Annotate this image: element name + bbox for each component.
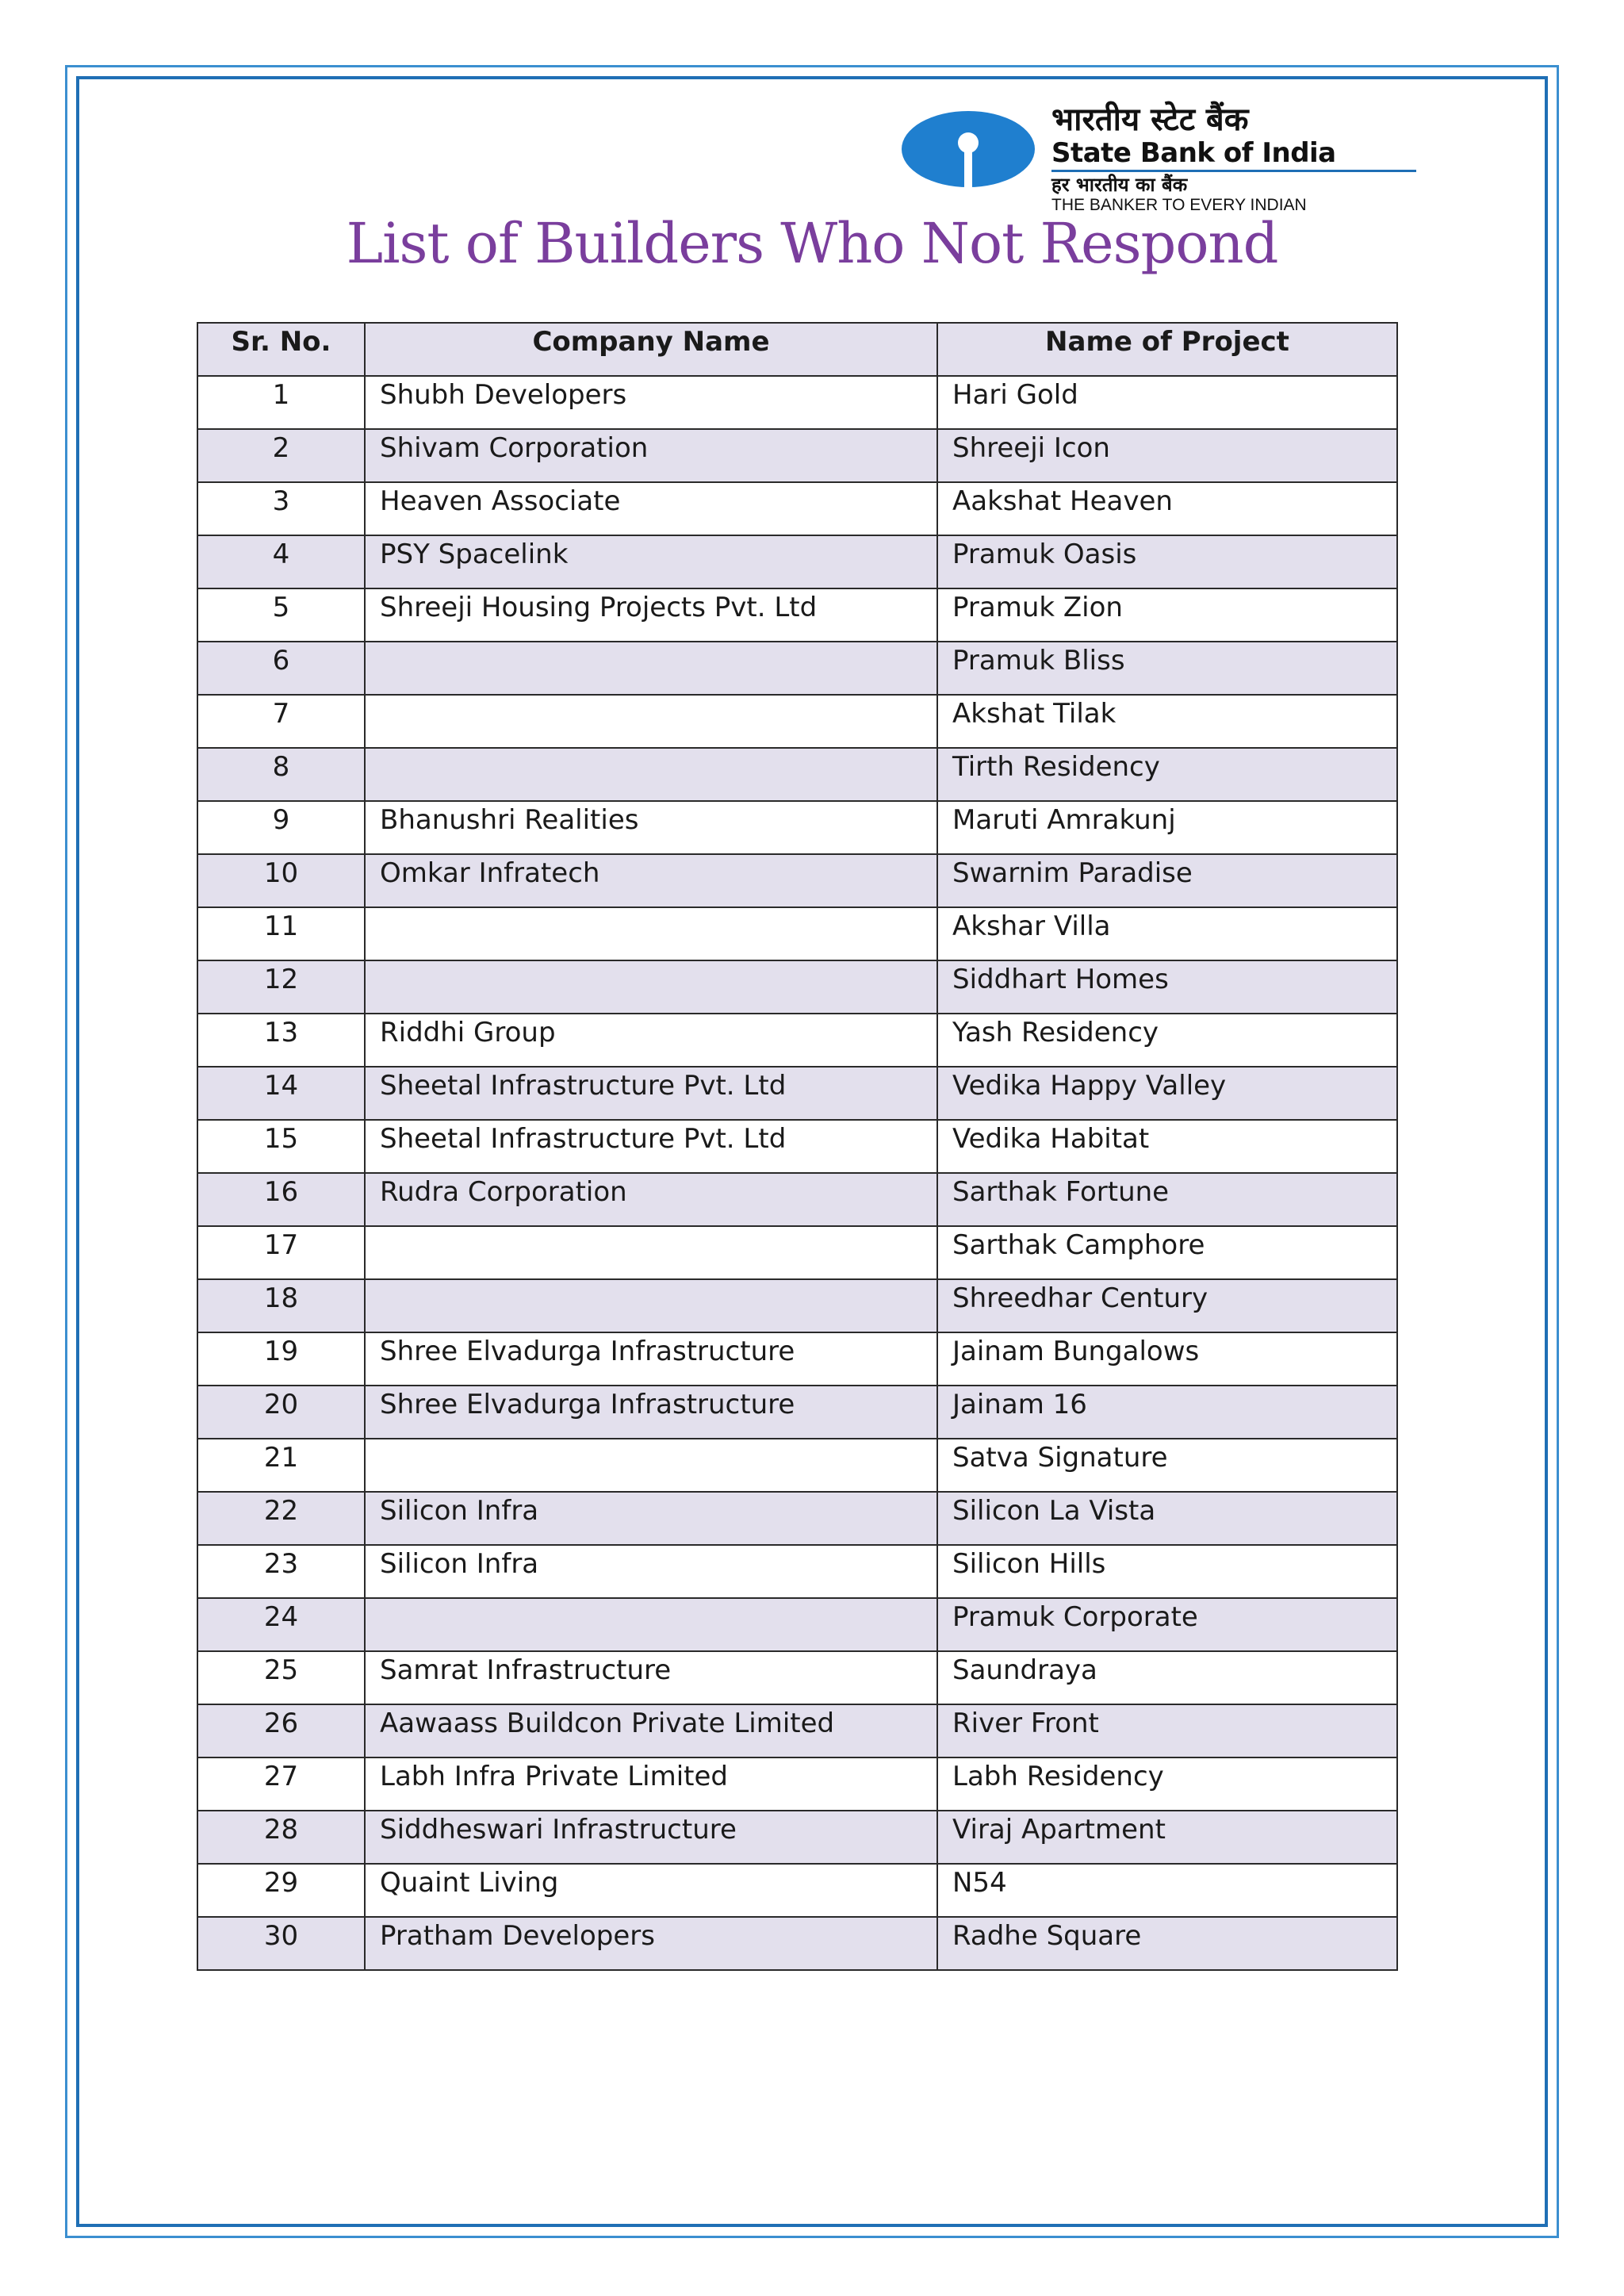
cell-company-name: Silicon Infra: [365, 1545, 937, 1598]
cell-company-name: Heaven Associate: [365, 482, 937, 535]
table-row: [197, 1332, 1397, 1386]
sbi-logo: [901, 102, 1424, 214]
cell-company-name: Shreeji Housing Projects Pvt. Ltd: [365, 588, 937, 642]
table-row: [197, 1545, 1397, 1598]
cell-company-name: Shivam Corporation: [365, 429, 937, 482]
cell-project-name: Labh Residency: [937, 1757, 1397, 1811]
cell-sr-no: 22: [197, 1492, 365, 1545]
cell-company-name: PSY Spacelink: [365, 535, 937, 588]
cell-company-name: Shubh Developers: [365, 376, 937, 429]
cell-sr-no: 17: [197, 1226, 365, 1279]
cell-project-name: Saundraya: [937, 1651, 1397, 1704]
logo-tagline: THE BANKER TO EVERY INDIAN: [1051, 196, 1307, 214]
table-row: [197, 1492, 1397, 1545]
cell-project-name: Silicon La Vista: [937, 1492, 1397, 1545]
cell-project-name: Yash Residency: [937, 1014, 1397, 1067]
page-title: List of Builders Who Not Respond: [346, 211, 1278, 276]
table-header-row: [197, 323, 1397, 376]
cell-project-name: Vedika Happy Valley: [937, 1067, 1397, 1120]
cell-sr-no: 8: [197, 748, 365, 801]
cell-project-name: Shreeji Icon: [937, 429, 1397, 482]
logo-text-block: [1051, 102, 1424, 215]
cell-sr-no: 1: [197, 376, 365, 429]
cell-sr-no: 13: [197, 1014, 365, 1067]
table-row: [197, 960, 1397, 1014]
cell-project-name: Radhe Square: [937, 1917, 1397, 1970]
logo-divider: [1051, 170, 1416, 172]
cell-sr-no: 27: [197, 1757, 365, 1811]
header-project-name: Name of Project: [937, 323, 1397, 376]
cell-company-name: Siddheswari Infrastructure: [365, 1811, 937, 1864]
cell-sr-no: 19: [197, 1332, 365, 1386]
cell-sr-no: 20: [197, 1386, 365, 1439]
cell-project-name: Sarthak Camphore: [937, 1226, 1397, 1279]
cell-company-name: [365, 695, 937, 748]
logo-english-name: State Bank of India: [1051, 137, 1336, 169]
table-row: [197, 1598, 1397, 1651]
cell-company-name: Pratham Developers: [365, 1917, 937, 1970]
table-body: [197, 376, 1397, 1970]
table-row: [197, 1173, 1397, 1226]
cell-company-name: [365, 1598, 937, 1651]
cell-project-name: Vedika Habitat: [937, 1120, 1397, 1173]
cell-sr-no: 6: [197, 642, 365, 695]
header-company-name: Company Name: [365, 323, 937, 376]
table-row: [197, 1811, 1397, 1864]
cell-sr-no: 18: [197, 1279, 365, 1332]
cell-company-name: [365, 960, 937, 1014]
cell-sr-no: 10: [197, 854, 365, 907]
cell-company-name: Riddhi Group: [365, 1014, 937, 1067]
table-row: [197, 1757, 1397, 1811]
cell-company-name: [365, 1439, 937, 1492]
cell-sr-no: 23: [197, 1545, 365, 1598]
cell-project-name: Maruti Amrakunj: [937, 801, 1397, 854]
table-row: [197, 1864, 1397, 1917]
cell-sr-no: 15: [197, 1120, 365, 1173]
cell-company-name: Labh Infra Private Limited: [365, 1757, 937, 1811]
cell-project-name: Hari Gold: [937, 376, 1397, 429]
cell-project-name: River Front: [937, 1704, 1397, 1757]
cell-company-name: Silicon Infra: [365, 1492, 937, 1545]
cell-project-name: Jainam 16: [937, 1386, 1397, 1439]
cell-sr-no: 7: [197, 695, 365, 748]
builders-table: [197, 322, 1398, 1971]
cell-company-name: [365, 642, 937, 695]
cell-sr-no: 26: [197, 1704, 365, 1757]
cell-sr-no: 5: [197, 588, 365, 642]
logo-hindi-tagline: हर भारतीय का बैंक: [1051, 174, 1188, 196]
table-row: [197, 1439, 1397, 1492]
cell-project-name: Silicon Hills: [937, 1545, 1397, 1598]
cell-sr-no: 11: [197, 907, 365, 960]
cell-company-name: Shree Elvadurga Infrastructure: [365, 1332, 937, 1386]
cell-project-name: Tirth Residency: [937, 748, 1397, 801]
cell-sr-no: 12: [197, 960, 365, 1014]
cell-company-name: Shree Elvadurga Infrastructure: [365, 1386, 937, 1439]
cell-sr-no: 16: [197, 1173, 365, 1226]
table-row: [197, 642, 1397, 695]
cell-company-name: [365, 907, 937, 960]
table-row: [197, 1067, 1397, 1120]
cell-project-name: Satva Signature: [937, 1439, 1397, 1492]
table-row: [197, 1279, 1397, 1332]
cell-sr-no: 4: [197, 535, 365, 588]
cell-project-name: Pramuk Zion: [937, 588, 1397, 642]
table-row: [197, 854, 1397, 907]
cell-project-name: Aakshat Heaven: [937, 482, 1397, 535]
cell-project-name: Shreedhar Century: [937, 1279, 1397, 1332]
cell-company-name: Sheetal Infrastructure Pvt. Ltd: [365, 1120, 937, 1173]
cell-company-name: Samrat Infrastructure: [365, 1651, 937, 1704]
cell-project-name: Pramuk Oasis: [937, 535, 1397, 588]
cell-sr-no: 3: [197, 482, 365, 535]
cell-sr-no: 30: [197, 1917, 365, 1970]
table-row: [197, 1917, 1397, 1970]
table-row: [197, 588, 1397, 642]
cell-project-name: Jainam Bungalows: [937, 1332, 1397, 1386]
cell-sr-no: 29: [197, 1864, 365, 1917]
table-row: [197, 1386, 1397, 1439]
cell-company-name: Omkar Infratech: [365, 854, 937, 907]
table-row: [197, 429, 1397, 482]
cell-project-name: Akshar Villa: [937, 907, 1397, 960]
cell-company-name: [365, 1226, 937, 1279]
header-sr-no: Sr. No.: [197, 323, 365, 376]
cell-sr-no: 2: [197, 429, 365, 482]
cell-project-name: Pramuk Bliss: [937, 642, 1397, 695]
cell-company-name: Rudra Corporation: [365, 1173, 937, 1226]
cell-project-name: Pramuk Corporate: [937, 1598, 1397, 1651]
table-row: [197, 801, 1397, 854]
logo-hindi-name: भारतीय स्टेट बैंक: [1051, 102, 1249, 138]
table-row: [197, 535, 1397, 588]
cell-sr-no: 25: [197, 1651, 365, 1704]
cell-company-name: Bhanushri Realities: [365, 801, 937, 854]
sbi-keyhole-icon: [901, 109, 1036, 189]
table-row: [197, 1704, 1397, 1757]
cell-project-name: Sarthak Fortune: [937, 1173, 1397, 1226]
table-row: [197, 907, 1397, 960]
cell-sr-no: 14: [197, 1067, 365, 1120]
table-row: [197, 482, 1397, 535]
cell-company-name: Quaint Living: [365, 1864, 937, 1917]
cell-sr-no: 28: [197, 1811, 365, 1864]
table-row: [197, 1014, 1397, 1067]
cell-project-name: N54: [937, 1864, 1397, 1917]
table-row: [197, 1651, 1397, 1704]
table-row: [197, 1120, 1397, 1173]
cell-sr-no: 9: [197, 801, 365, 854]
cell-sr-no: 21: [197, 1439, 365, 1492]
cell-project-name: Swarnim Paradise: [937, 854, 1397, 907]
cell-company-name: [365, 1279, 937, 1332]
table-row: [197, 1226, 1397, 1279]
cell-project-name: Akshat Tilak: [937, 695, 1397, 748]
cell-project-name: Viraj Apartment: [937, 1811, 1397, 1864]
cell-company-name: [365, 748, 937, 801]
cell-sr-no: 24: [197, 1598, 365, 1651]
table-row: [197, 748, 1397, 801]
cell-company-name: Sheetal Infrastructure Pvt. Ltd: [365, 1067, 937, 1120]
table-row: [197, 695, 1397, 748]
cell-company-name: Aawaass Buildcon Private Limited: [365, 1704, 937, 1757]
table-row: [197, 376, 1397, 429]
cell-project-name: Siddhart Homes: [937, 960, 1397, 1014]
